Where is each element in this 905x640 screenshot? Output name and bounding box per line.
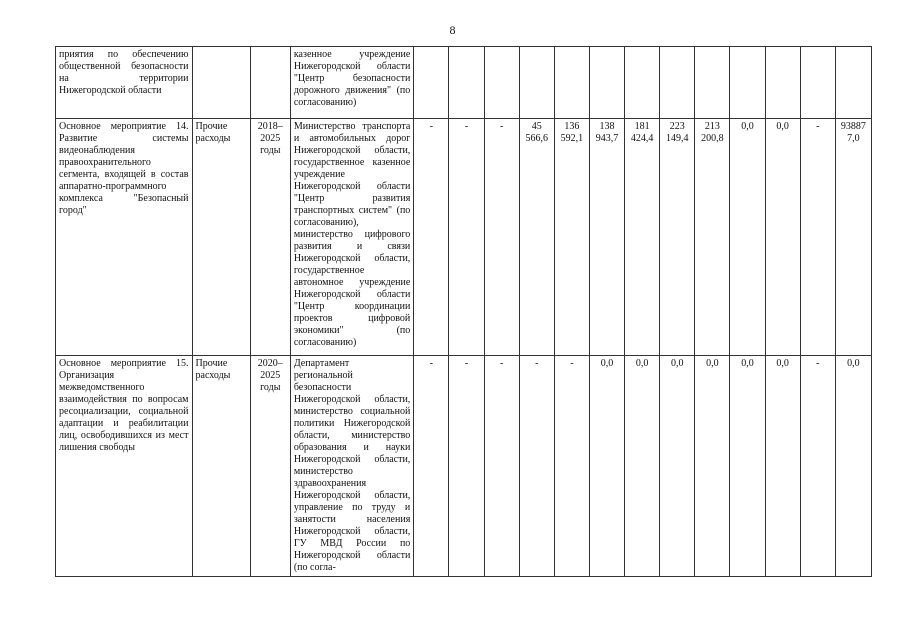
value-cell-text: 136 592,1 bbox=[560, 121, 584, 144]
value-cell-text: 213 200,8 bbox=[701, 121, 724, 144]
value-cell-text: - bbox=[816, 358, 820, 369]
period-cell bbox=[250, 356, 290, 577]
funding-source-cell-text: Прочие расходы bbox=[195, 121, 231, 144]
value-cell bbox=[730, 356, 765, 577]
value-cell-text: - bbox=[429, 121, 434, 132]
value-cell bbox=[765, 356, 800, 577]
value-cell bbox=[484, 47, 519, 119]
value-cell-text: - bbox=[499, 121, 504, 132]
value-cell bbox=[519, 119, 554, 356]
executor-cell bbox=[290, 47, 413, 119]
value-cell bbox=[519, 356, 554, 577]
period-cell bbox=[250, 119, 290, 356]
value-cell bbox=[800, 119, 835, 356]
value-cell bbox=[765, 119, 800, 356]
value-cell-text: 181 424,4 bbox=[630, 121, 654, 144]
value-cell bbox=[554, 47, 589, 119]
value-cell bbox=[660, 47, 695, 119]
funding-source-cell bbox=[192, 119, 250, 356]
value-cell-text: 0,0 bbox=[706, 358, 719, 369]
value-cell-text: 0,0 bbox=[847, 358, 860, 369]
budget-table bbox=[55, 46, 872, 577]
activity-name-cell-text: Основное мероприятие 15. Организация межведомственного взаимодействия по вопросам ресоциализации, социальной адаптации и реабилитации лиц, освободившихся из мест лишения свободы bbox=[59, 358, 189, 453]
value-cell bbox=[449, 47, 484, 119]
value-cell bbox=[589, 47, 624, 119]
value-cell bbox=[730, 47, 765, 119]
value-cell bbox=[800, 47, 835, 119]
value-cell bbox=[835, 119, 871, 356]
executor-cell bbox=[290, 119, 413, 356]
value-cell-text: 0,0 bbox=[741, 358, 754, 369]
value-cell bbox=[835, 47, 871, 119]
activity-name-cell bbox=[56, 356, 193, 577]
value-cell-text: 0,0 bbox=[635, 358, 649, 369]
value-cell bbox=[695, 356, 730, 577]
activity-name-cell-text: приятия по обеспечению общественной безопасности на территории Нижегородской области bbox=[59, 49, 189, 96]
table-row bbox=[56, 119, 872, 356]
value-cell bbox=[625, 356, 660, 577]
value-cell-text: 93887 7,0 bbox=[840, 121, 866, 144]
value-cell-text: 0,0 bbox=[776, 121, 789, 132]
table-row bbox=[56, 356, 872, 577]
funding-source-cell bbox=[192, 356, 250, 577]
value-cell bbox=[554, 356, 589, 577]
table-row bbox=[56, 47, 872, 119]
value-cell bbox=[660, 119, 695, 356]
value-cell-text: - bbox=[464, 121, 469, 132]
value-cell bbox=[625, 119, 660, 356]
value-cell bbox=[625, 47, 660, 119]
executor-cell-text: казенное учреждение Нижегородской области "Центр безопасности дорожного движения" (по согласованию) bbox=[293, 49, 411, 108]
value-cell-text: 223 149,4 bbox=[665, 121, 689, 144]
value-cell-text: 0,0 bbox=[670, 358, 684, 369]
value-cell-text: - bbox=[464, 358, 469, 369]
funding-source-cell bbox=[192, 47, 250, 119]
value-cell-text: 45 566,6 bbox=[525, 121, 548, 144]
value-cell bbox=[730, 119, 765, 356]
value-cell-text: 0,0 bbox=[600, 358, 614, 369]
value-cell-text: - bbox=[570, 358, 574, 369]
executor-cell-text: Департамент региональной безопасности Нижегородской области, министерство социальной политики Нижегородской области, министерство образования и науки Нижегородской области, министерство здравоохранения Нижегородской области, управление по труду и занятости населения Нижегородской области, ГУ МВД России по Нижегородской области (по согла- bbox=[293, 358, 411, 573]
value-cell bbox=[835, 356, 871, 577]
value-cell bbox=[554, 119, 589, 356]
value-cell bbox=[414, 356, 449, 577]
value-cell bbox=[519, 47, 554, 119]
period-cell bbox=[250, 47, 290, 119]
value-cell-text: - bbox=[499, 358, 504, 369]
value-cell-text: 138 943,7 bbox=[595, 121, 619, 144]
value-cell bbox=[414, 47, 449, 119]
value-cell-text: - bbox=[429, 358, 434, 369]
activity-name-cell bbox=[56, 119, 193, 356]
executor-cell-text: Министерство транспорта и автомобильных дорог Нижегородской области, государственное казенное учреждение Нижегородской области "Центр развития транспортных систем" (по согласованию), министерство цифрового развития и связи Нижегородской области, государственное автономное учреждение Нижегородской области "Центр координации проектов цифровой экономики" (по согласованию) bbox=[293, 121, 411, 348]
value-cell bbox=[765, 47, 800, 119]
value-cell bbox=[660, 356, 695, 577]
value-cell-text: - bbox=[535, 358, 539, 369]
period-cell-text: 2020– 2025 годы bbox=[257, 358, 283, 393]
value-cell bbox=[695, 119, 730, 356]
value-cell bbox=[449, 119, 484, 356]
value-cell-text: - bbox=[816, 121, 820, 132]
value-cell bbox=[414, 119, 449, 356]
activity-name-cell-text: Основное мероприятие 14. Развитие системы видеонаблюдения правоохранительного сегмента, входящей в состав аппаратно-программного комплекса "Безопасный город" bbox=[59, 121, 189, 216]
value-cell bbox=[484, 119, 519, 356]
value-cell bbox=[449, 356, 484, 577]
value-cell bbox=[800, 356, 835, 577]
period-cell-text: 2018– 2025 годы bbox=[257, 121, 283, 156]
funding-source-cell-text: Прочие расходы bbox=[195, 358, 231, 381]
value-cell-text: 0,0 bbox=[741, 121, 754, 132]
value-cell-text: 0,0 bbox=[776, 358, 789, 369]
value-cell bbox=[484, 356, 519, 577]
value-cell bbox=[589, 356, 624, 577]
activity-name-cell bbox=[56, 47, 193, 119]
executor-cell bbox=[290, 356, 413, 577]
value-cell bbox=[695, 47, 730, 119]
page-number: 8 bbox=[449, 23, 456, 37]
value-cell bbox=[589, 119, 624, 356]
